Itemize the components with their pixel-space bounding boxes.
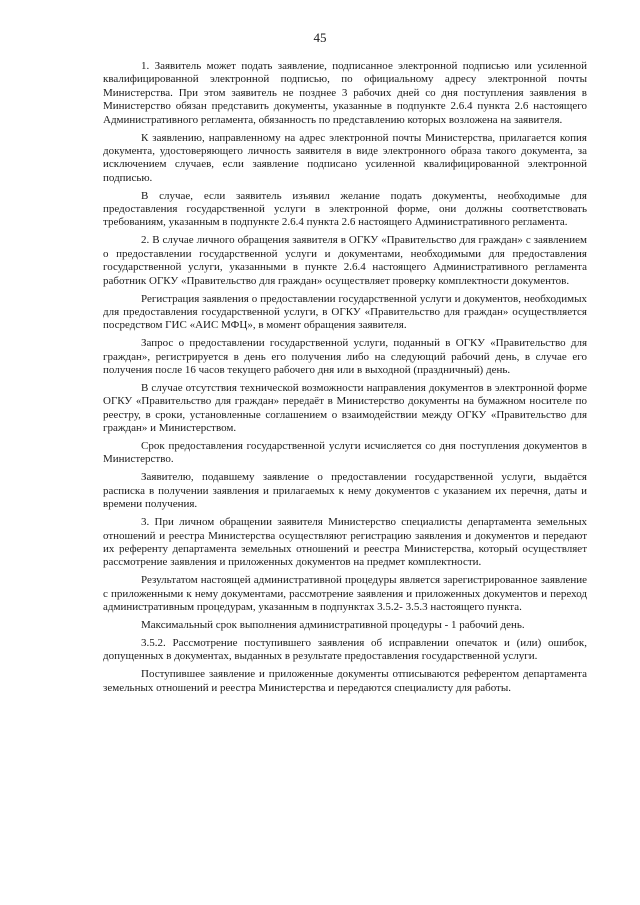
paragraph-14: Поступившее заявление и приложенные документы отписываются референтом департамента земельных отношений и реестра Министерства и передаются специалисту для работы. [103, 668, 587, 694]
paragraph-6: Запрос о предоставлении государственной услуги, поданный в ОГКУ «Правительство для граждан», регистрируется в день его получения либо на следующий рабочий день, в случае его получения после 16 часов текущего рабочего дня или в выходной (праздничный) день. [103, 337, 587, 377]
paragraph-9: Заявителю, подавшему заявление о предоставлении государственной услуги, выдаётся расписка в получении заявления и прилагаемых к нему документов с указанием их перечня, даты и времени получения. [103, 471, 587, 511]
paragraph-5: Регистрация заявления о предоставлении государственной услуги и документов, необходимых для предоставления государственной услуги, в ОГКУ «Правительство для граждан» осуществляется посредством ГИС «АИС МФЦ», в момент обращения заявителя. [103, 292, 587, 332]
paragraph-4: 2. В случае личного обращения заявителя в ОГКУ «Правительство для граждан» с заявлением о предоставлении государственной услуги и документами, необходимыми для предоставления государственной услуги, указанными в пункте 2.6.4 настоящего Административного регламента работник ОГКУ «Правительство для граждан» осуществляет проверку комплектности документов. [103, 234, 587, 287]
paragraph-11: Результатом настоящей административной процедуры является зарегистрированное заявление с приложенными к нему документами, рассмотрение заявления и приложенных документов и переход административным процедурам, указанным в подпунктах 3.5.2- 3.5.3 настоящего пункта. [103, 574, 587, 614]
paragraph-1: 1. Заявитель может подать заявление, подписанное электронной подписью или усиленной квалифицированной электронной подписью, по официальному адресу электронной почты Министерства. При этом заявитель не позднее 3 рабочих дней со дня поступления заявления в Министерство обязан представить документы, указанные в подпункте 2.6.4 пункта 2.6 настоящего Административного регламента, обязанность по представлению которых возложена на заявителя. [103, 60, 587, 126]
paragraph-2: К заявлению, направленному на адрес электронной почты Министерства, прилагается копия документа, удостоверяющего личность заявителя в виде электронного образа такого документа, за исключением случаев, если заявление подписано усиленной квалифицированной электронной подписью. [103, 131, 587, 184]
paragraph-3: В случае, если заявитель изъявил желание подать документы, необходимые для предоставления государственной услуги в электронной форме, они должны соответствовать требованиям, указанным в подпункте 2.6.4 пункта 2.6 настоящего Административного регламента. [103, 189, 587, 229]
paragraph-7: В случае отсутствия технической возможности направления документов в электронной форме ОГКУ «Правительство для граждан» передаёт в Министерство документы на бумажном носителе по реестру, в сроки, установленные соглашением о взаимодействии между ОГКУ «Правительство для граждан» и Министерством. [103, 381, 587, 435]
paragraph-8: Срок предоставления государственной услуги исчисляется со дня поступления документов в Министерство. [103, 440, 587, 466]
paragraph-13: 3.5.2. Рассмотрение поступившего заявления об исправлении опечаток и (или) ошибок, допущенных в документах, выданных в результате предоставления государственной услуги. [103, 636, 587, 663]
paragraph-10: 3. При личном обращении заявителя Министерство специалисты департамента земельных отношений и реестра Министерства осуществляют регистрацию заявления и документов и передают их референту департамента земельных отношений и реестра Министерства, который осуществляет рассмотрение заявления и приложенных документов на предмет комплектности. [103, 516, 587, 569]
page-number: 45 [313, 30, 327, 45]
paragraph-12: Максимальный срок выполнения административной процедуры - 1 рабочий день. [141, 618, 525, 631]
document-body [103, 60, 587, 699]
